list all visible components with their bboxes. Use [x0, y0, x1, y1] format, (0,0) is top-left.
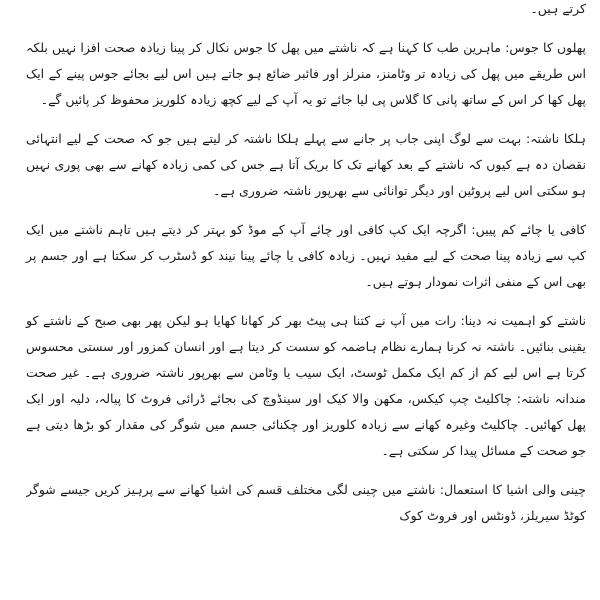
paragraph-fruit-juice: پھلوں کا جوس: ماہرین طب کا کہنا ہے کہ ناشتے میں پھل کا جوس نکال کر پینا زیادہ صحت افزا نہیں بلکہ اس طریقے میں پھل کی زیادہ تر وٹامنز، منرلز اور فائبر ضائع ہو جاتے ہیں اس لیے بجائے جوس پینے کے ایک پھل کھا کر اس کے ساتھ پانی کا گلاس پی لیا جائے تو یہ آپ کے لیے کچھ زیادہ کلوریز محفوظ کر پائیں گے۔ [26, 40, 586, 107]
paragraph-coffee-tea: کافی یا چائے کم پییں: اگرچہ ایک کپ کافی اور چائے آپ کے موڈ کو بہتر کر دیتے ہیں تاہم ناشتے میں ایک کپ سے زیادہ پینا صحت کے لیے مفید نہیں۔ زیادہ کافی یا چائے پینا نیند کو ڈسٹرب کر سکتا ہے اور جسم پر بھی اس کے منفی اثرات نمودار ہوتے ہیں۔ [26, 222, 586, 289]
paragraph-continuation: کرتے ہیں۔ [530, 1, 586, 16]
paragraph-light-breakfast: ہلکا ناشتہ: بہت سے لوگ اپنی جاب پر جانے سے پہلے ہلکا ناشتہ کر لیتے ہیں جو کہ صحت کے لیے انتہائی نقصان دہ ہے کیوں کہ ناشتے کے بعد کھانے تک کا بریک آتا ہے جس کی کمی زیادہ کھانے سے بھی پوری نہیں ہو سکتی اس لیے پروٹین اور دیگر توانائی سے بھرپور ناشتہ ضروری ہے۔ [26, 131, 586, 198]
paragraph-skipping-breakfast: ناشتے کو اہمیت نہ دینا: رات میں آپ نے کتنا ہی پیٹ بھر کر کھانا کھایا ہو لیکن پھر بھی صبح کے ناشتے کو یقینی بنائیں۔ ناشتہ نہ کرنا ہمارے نظام ہاضمہ کو سست کر دیتا ہے اور انسان کمزور اور سستی محسوس کرتا ہے اس لیے کم از کم ایک مکمل ٹوسٹ، ایک سیب یا وٹامن سے بھرپور ناشتہ ضروری ہے۔ غیر صحت مندانہ ناشتہ: چاکلیٹ چپ کیکس، مکھن والا کیک اور سینڈوچ کی بجائے ڈرائی فروٹ کا پیالہ، دلیہ اور ایک پھل کھائیں۔ چاکلیٹ وغیرہ کھانے سے زیادہ کلوریز اور چکنائی جسم میں شوگر کی مقدار کو بڑھا دیتی ہے جو صحت کے مسائل پیدا کر سکتی ہے۔ [26, 313, 586, 458]
paragraph-sugary-items: چینی والی اشیا کا استعمال: ناشتے میں چینی لگی مختلف قسم کی اشیا کھانے سے پرہیز کریں جیسے شوگر کوٹڈ سیریلز، ڈونٹس اور فروٹ کوک [26, 482, 586, 523]
